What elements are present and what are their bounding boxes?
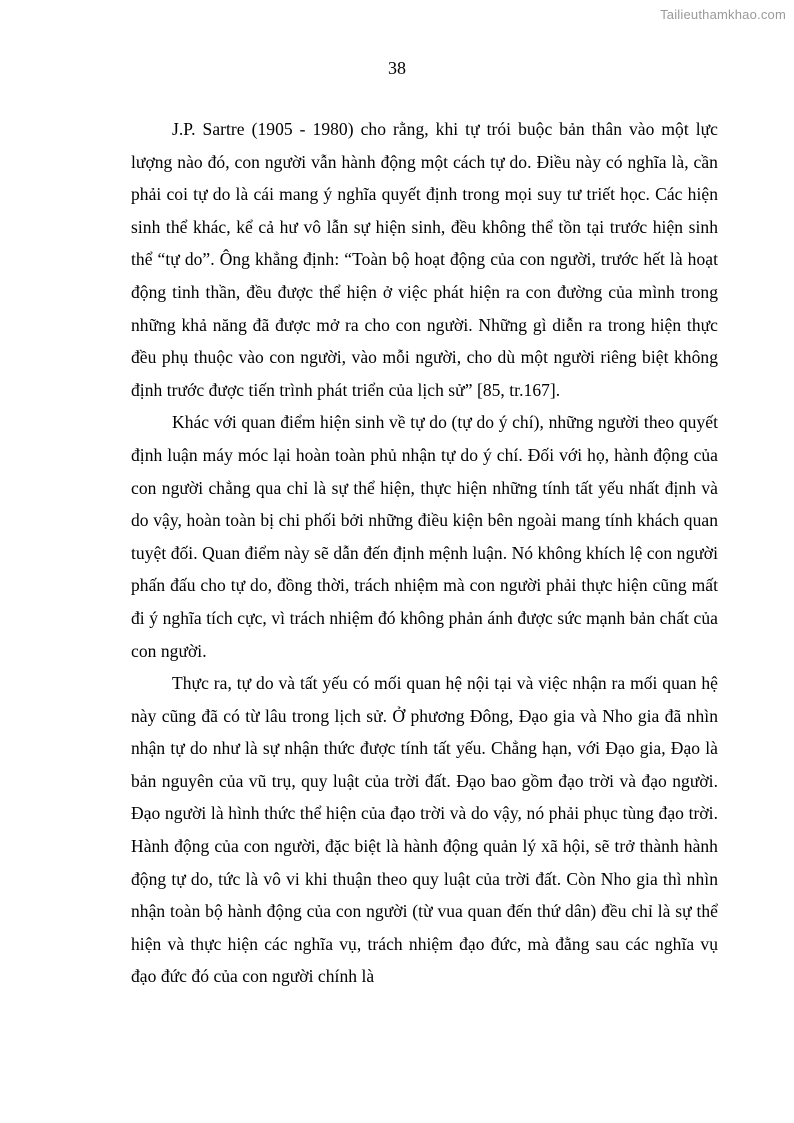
document-body (131, 113, 718, 993)
watermark: Tailieuthamkhao.com (660, 7, 786, 22)
page-number: 38 (388, 58, 406, 78)
paragraph-sartre: J.P. Sartre (1905 - 1980) cho rằng, khi tự trói buộc bản thân vào một lực lượng nào đó, con người vẫn hành động một cách tự do. Điều này có nghĩa là, cần phải coi tự do là cái mang ý nghĩa quyết định trong mọi suy tư triết học. Các hiện sinh thể khác, kể cả hư vô lẫn sự hiện sinh, đều không thể tồn tại trước hiện sinh thể “tự do”. Ông khẳng định: “Toàn bộ hoạt động của con người, trước hết là hoạt động tinh thần, đều được thể hiện ở việc phát hiện ra con đường của mình trong những khả năng đã được mở ra cho con người. Những gì diễn ra trong hiện thực đều phụ thuộc vào con người, vào mỗi người, cho dù một người riêng biệt không định trước được tiến trình phát triển của lịch sử” [85, tr.167]. (131, 119, 718, 400)
paragraph-freedom-necessity: Thực ra, tự do và tất yếu có mối quan hệ nội tại và việc nhận ra mối quan hệ này cũng đã có từ lâu trong lịch sử. Ở phương Đông, Đạo gia và Nho gia đã nhìn nhận tự do như là sự nhận thức được tính tất yếu. Chẳng hạn, với Đạo gia, Đạo là bản nguyên của vũ trụ, quy luật của trời đất. Đạo bao gồm đạo trời và đạo người. Đạo người là hình thức thể hiện của đạo trời và do vậy, nó phải phục tùng đạo trời. Hành động của con người, đặc biệt là hành động quản lý xã hội, sẽ trở thành hành động tự do, tức là vô vi khi thuận theo quy luật của trời đất. Còn Nho gia thì nhìn nhận toàn bộ hành động của con người (từ vua quan đến thứ dân) đều chỉ là sự thể hiện và thực hiện các nghĩa vụ, trách nhiệm đạo đức, mà đằng sau các nghĩa vụ đạo đức đó của con người chính là (131, 673, 718, 987)
paragraph-determinism: Khác với quan điểm hiện sinh về tự do (tự do ý chí), những người theo quyết định luận máy móc lại hoàn toàn phủ nhận tự do ý chí. Đối với họ, hành động của con người chẳng qua chỉ là sự thể hiện, thực hiện những tính tất yếu nhất định và do vậy, hoàn toàn bị chi phối bởi những điều kiện bên ngoài mang tính khách quan tuyệt đối. Quan điểm này sẽ dẫn đến định mệnh luận. Nó không khích lệ con người phấn đấu cho tự do, đồng thời, trách nhiệm mà con người phải thực hiện cũng mất đi ý nghĩa tích cực, vì trách nhiệm đó không phản ánh được sức mạnh bản chất của con người. (131, 412, 718, 661)
